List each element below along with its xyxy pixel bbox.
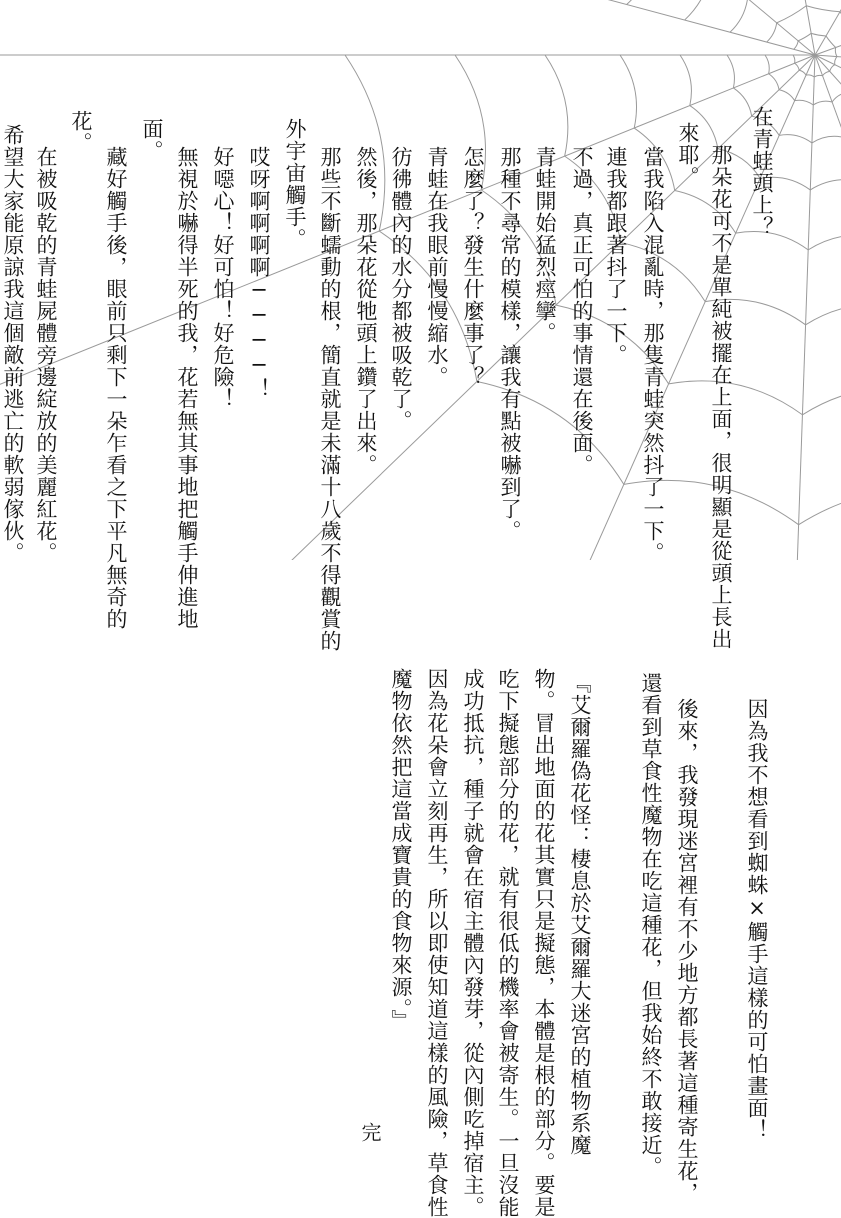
text-column: 好噁心！好可怕！好危險！ [211,146,235,410]
text-column: 後來，我發現迷宮裡有不少地方都長著這種寄生花， [675,698,699,1204]
text-column: 因為花朵會立刻再生，所以即使知道這樣的風險，草食性 [425,668,449,1218]
text-column: 在被吸乾的青蛙屍體旁邊綻放的美麗紅花。 [34,146,58,564]
text-column: 那些不斷蠕動的根，簡直就是未滿十八歲不得觀賞的 [318,146,342,652]
text-column: 彷彿體內的水分都被吸乾了。 [389,146,413,432]
text-column: 因為我不想看到蜘蛛×觸手這樣的可怕畫面！ [745,698,769,1141]
text-column: 哎呀啊啊啊啊────！ [247,146,271,400]
text-column: 連我都跟著抖了一下。 [604,146,628,366]
text-column: 在青蛙頭上？ [750,106,774,238]
text-column: 來耶。 [676,122,700,188]
text-column: 青蛙在我眼前慢慢縮水。 [425,146,449,388]
text-column: 外宇宙觸手。 [283,118,307,250]
text-column: 藏好觸手後，眼前只剩下一朵乍看之下平凡無奇的 [104,146,128,630]
text-column: 物。冒出地面的花其實只是擬態，本體是根的部分。要是 [532,668,556,1218]
text-column: 無視於嚇得半死的我，花若無其事地把觸手伸進地 [175,146,199,630]
text-column: 那種不尋常的模樣，讓我有點被嚇到了。 [498,146,522,542]
text-column: 吃下擬態部分的花，就有很低的機率會被寄生。一旦沒能 [496,668,520,1218]
end-mark: 完 [358,1122,382,1143]
text-column: 『艾爾羅偽花怪：棲息於艾爾羅大迷宮的植物系魔 [568,672,592,1156]
text-column: 青蛙開始猛烈痙攣。 [533,146,557,344]
text-column: 花。 [69,110,93,154]
text-column: 還看到草食性魔物在吃這種花，但我始終不敢接近。 [639,672,663,1178]
text-column: 成功抵抗，種子就會在宿主體內發芽，從內側吃掉宿主。 [461,668,485,1218]
text-column: 那朵花可不是單純被擺在上面，很明顯是從頭上長出 [709,144,733,650]
text-column: 當我陷入混亂時，那隻青蛙突然抖了一下。 [641,146,665,564]
text-column: 希望大家能原諒我這個敵前逃亡的軟弱傢伙。 [1,124,25,564]
text-column: 面。 [140,118,164,162]
text-column: 然後，那朵花從牠頭上鑽了出來。 [354,146,378,476]
text-column: 怎麼了？發生什麼事了？ [461,146,485,388]
text-column: 魔物依然把這當成寶貴的食物來源。』 [389,668,413,1032]
text-column: 不過，真正可怕的事情還在後面。 [570,146,594,476]
